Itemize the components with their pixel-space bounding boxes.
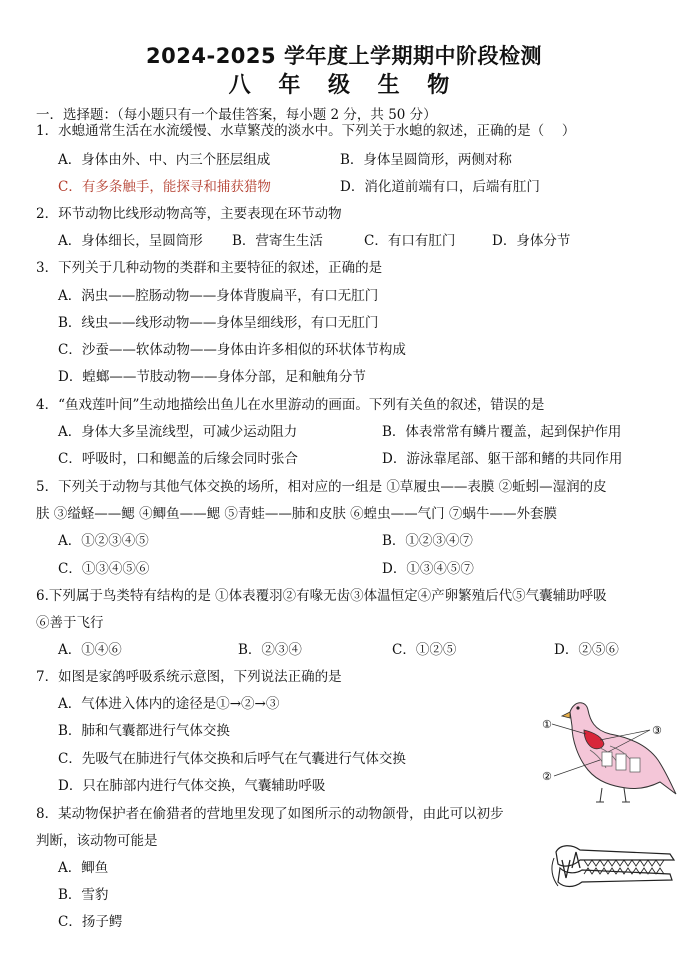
q6-option-d: D．②⑤⑥ — [554, 642, 619, 658]
q1-option-a: A．身体由外、中、内三个胚层组成 — [58, 152, 271, 168]
q3-option-a: A．涡虫——腔肠动物——身体背腹扁平，有口无肛门 — [58, 288, 379, 304]
q6-stem-line2: ⑥善于飞行 — [36, 615, 104, 631]
q5-option-a: A．①②③④⑤ — [58, 533, 149, 549]
q7-stem: 7．如图是家鸽呼吸系统示意图，下列说法正确的是 — [36, 669, 342, 685]
q7-option-d: D．只在肺部内进行气体交换，气囊辅助呼吸 — [58, 778, 326, 794]
q2-option-b: B．营寄生生活 — [232, 233, 323, 249]
exam-subtitle: 八 年 级 生 物 — [228, 73, 460, 98]
q1-option-b: B．身体呈圆筒形，两侧对称 — [340, 152, 512, 168]
q7-option-a: A．气体进入体内的途径是①→②→③ — [58, 696, 280, 712]
figure-label-3: ③ — [652, 724, 662, 737]
q3-stem: 3．下列关于几种动物的类群和主要特征的叙述，正确的是 — [36, 260, 383, 276]
q8-stem-line2: 判断，该动物可能是 — [36, 833, 158, 849]
q7-option-c: C．先吸气在肺进行气体交换和后呼气在气囊进行气体交换 — [58, 751, 406, 767]
q7-option-b: B．肺和气囊都进行气体交换 — [58, 723, 230, 739]
q8-option-c: C．扬子鳄 — [58, 914, 123, 930]
q8-option-a: A．鲫鱼 — [58, 860, 109, 876]
q6-option-c: C．①②⑤ — [392, 642, 457, 658]
q1-option-c: C．有多条触手，能探寻和捕获猎物 — [58, 179, 271, 195]
figure-label-1: ① — [542, 718, 552, 731]
q2-option-a: A．身体细长，呈圆筒形 — [58, 233, 203, 249]
q5-stem-line1: 5．下列关于动物与其他气体交换的场所，相对应的一组是 ①草履虫——表膜 ②蚯蚓—湿润的皮 — [36, 479, 607, 495]
q3-option-c: C．沙蚕——软体动物——身体由许多相似的环状体节构成 — [58, 342, 406, 358]
q1-stem: 1．水螅通常生活在水流缓慢、水草繁茂的淡水中。下列关于水螅的叙述，正确的是（ ） — [36, 123, 576, 139]
exam-title: 2024-2025 学年度上学期期中阶段检测 — [146, 44, 542, 68]
q4-stem: 4．“鱼戏莲叶间”生动地描绘出鱼儿在水里游动的画面。下列有关鱼的叙述，错误的是 — [36, 397, 545, 413]
q4-option-c: C．呼吸时，口和鳃盖的后缘会同时张合 — [58, 451, 298, 467]
section-heading: 一．选择题：（每小题只有一个最佳答案，每小题 2 分，共 50 分） — [36, 107, 437, 123]
q5-stem-line2: 肤 ③缢蛏——鳃 ④鲫鱼——鳃 ⑤青蛙——肺和皮肤 ⑥蝗虫——气门 ⑦蜗牛——外套膜 — [36, 506, 557, 522]
q8-stem-line1: 8．某动物保护者在偷猎者的营地里发现了如图所示的动物颌骨，由此可以初步 — [36, 806, 504, 822]
q1-option-d: D．消化道前端有口，后端有肛门 — [340, 179, 540, 195]
q4-option-a: A．身体大多呈流线型，可减少运动阻力 — [58, 424, 298, 440]
q2-stem: 2．环节动物比线形动物高等，主要表现在环节动物 — [36, 206, 342, 222]
q6-option-b: B．②③④ — [238, 642, 302, 658]
q5-option-b: B．①②③④⑦ — [382, 533, 473, 549]
q4-option-b: B．体表常常有鳞片覆盖，起到保护作用 — [382, 424, 622, 440]
q3-option-d: D．蝗螂——节肢动物——身体分部，足和触角分节 — [58, 369, 366, 385]
jawbone-figure — [550, 838, 680, 900]
q8-option-b: B．雪豹 — [58, 887, 109, 903]
pigeon-respiratory-figure — [540, 690, 680, 808]
q5-option-c: C．①③④⑤⑥ — [58, 561, 150, 577]
figure-label-2: ② — [542, 770, 552, 783]
q2-option-d: D．身体分节 — [492, 233, 571, 249]
q6-option-a: A．①④⑥ — [58, 642, 122, 658]
q3-option-b: B．线虫——线形动物——身体呈细线形，有口无肛门 — [58, 315, 379, 331]
q4-option-d: D．游泳靠尾部、躯干部和鳍的共同作用 — [382, 451, 623, 467]
q5-option-d: D．①③④⑤⑦ — [382, 561, 474, 577]
q6-stem-line1: 6.下列属于鸟类特有结构的是 ①体表覆羽②有喙无齿③体温恒定④产卵繁殖后代⑤气囊辅助呼吸 — [36, 588, 607, 604]
q2-option-c: C．有口有肛门 — [364, 233, 456, 249]
